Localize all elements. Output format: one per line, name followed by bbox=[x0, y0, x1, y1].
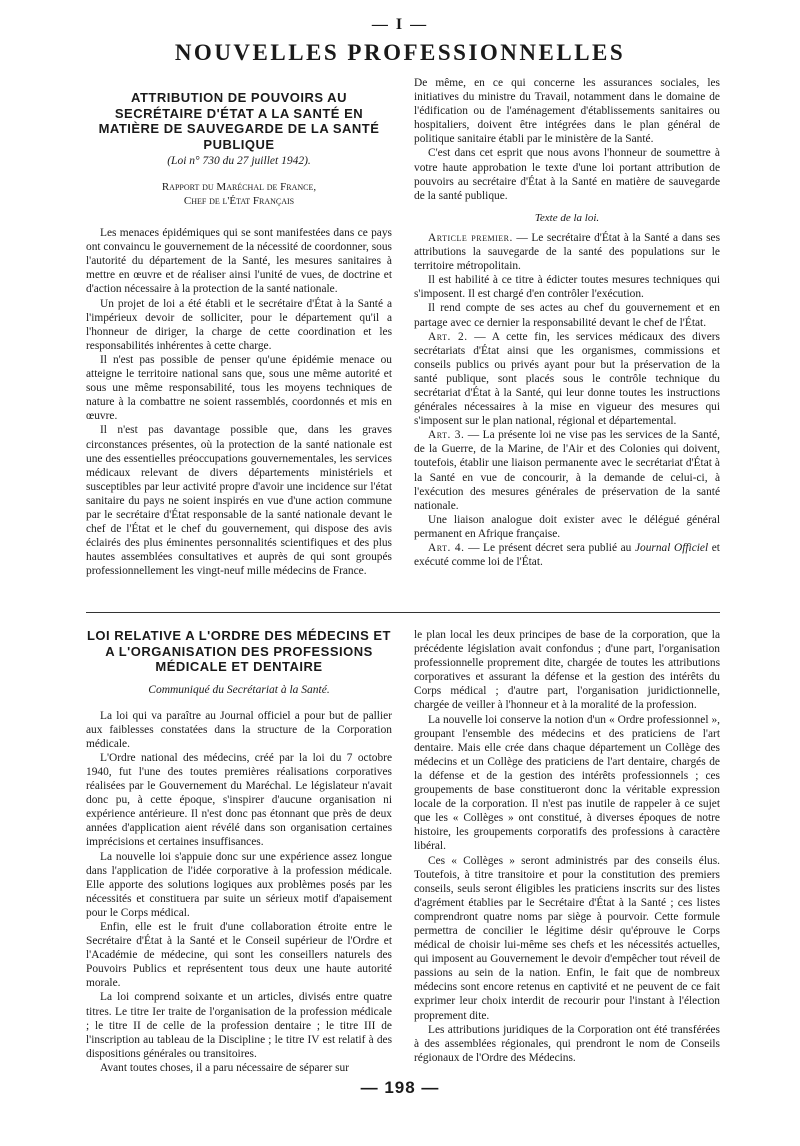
law-article bbox=[414, 330, 720, 429]
paragraph: Il n'est pas possible de penser qu'une épidémie menace ou atteigne le territoire national sans que, sous une même autorité et sous une même responsabilité, tous les moyens techniques de nature à la combattre ne soient rassemblés, coordonnés et mis en œuvre. bbox=[86, 353, 392, 423]
paragraph: La loi comprend soixante et un articles, divisés entre quatre titres. Le titre Ier traite de l'organisation de la profession médicale ; le titre II de celle de la profession dentaire ; le titre III de l'inscription au tableau de la Discipline ; le titre IV est relatif à des dispositions générales ou transitoires. bbox=[86, 991, 392, 1060]
law-article bbox=[414, 273, 720, 301]
article-label: Art. 2. bbox=[428, 330, 468, 343]
law-article bbox=[414, 231, 720, 273]
law-article bbox=[414, 513, 720, 541]
article1-right-column bbox=[414, 76, 720, 569]
paragraph: La loi qui va paraître au Journal officiel a pour but de pallier aux faiblesses constatées dans la structure de la Corporation médicale. bbox=[86, 709, 392, 750]
article2-communique: Communiqué du Secrétariat à la Santé. bbox=[148, 683, 330, 696]
article-text: — Le secrétaire d'État à la Santé a dans ses attributions la sauvegarde de la santé des populations sur le territoire métropolitain. bbox=[414, 231, 720, 273]
paragraph: L'Ordre national des médecins, créé par la loi du 7 octobre 1940, fut l'une des toutes premières réalisations corporatives réalisées par le Gouvernement du Maréchal. Le législateur n'avait donc pu, à cette époque, s'inspirer d'aucune organisation ni expérience antérieure. Il n'est donc pas étonnant que près de deux années d'application aient révélé dans son organisation certaines imprécisions et certaines insuffisances. bbox=[86, 751, 392, 849]
article-label: Art. 3. bbox=[428, 429, 465, 442]
paragraph: Les menaces épidémiques qui se sont manifestées dans ce pays ont convaincu le gouvernement de la nécessité de coordonner, sous l'autorité du département de la Santé, les mesures sanitaires à mettre en œuvre et de réaliser ainsi l'unité de vues, de doctrine et d'action nécessaire à la protection de la santé nationale. bbox=[86, 227, 392, 296]
article2-left-column bbox=[86, 628, 392, 1075]
section-divider bbox=[86, 612, 720, 613]
paragraph: Il n'est pas davantage possible que, dans les graves circonstances présentes, où la protection de la santé nationale est une des essentielles préoccupations gouvernementales, les services médicaux relevant de divers départements ministériels et susceptibles par leur activité propre d'avoir une incidence sur l'état sanitaire du pays ne soient inspirés en vue d'une action commune par le secrétaire d'État responsable de la santé nationale devant le chef de l'État et le chef du gouvernement, qui dispose des avis éclairés des plus éminentes personnalités scientifiques et des plus hautes assemblées consultatives et auprès de qui sont groupés professionnellement les vingt-neuf mille médecins de France. bbox=[86, 424, 392, 578]
article-label: Article premier. bbox=[428, 231, 513, 244]
texte-de-la-loi-heading: Texte de la loi. bbox=[534, 211, 600, 224]
report-line-1: Rapport du Maréchal de France, bbox=[161, 181, 317, 194]
report-line-2: Chef de l'État Français bbox=[183, 195, 295, 208]
article-text: — A cette fin, les services médicaux des divers secrétariats d'État ainsi que les organismes, commissions et conseils publics ou privés ayant pour but la préservation de la santé publique, sont placés sous le contrôle technique du secrétariat d'État à la Santé, qui leur donne toutes les instructions générales nécessaires à la mise en vigueur des mesures qui s'imposent sur le plan national, régional et départemental. bbox=[414, 330, 720, 428]
article1-subtitle: (Loi n° 730 du 27 juillet 1942). bbox=[167, 155, 311, 167]
paragraph: De même, en ce qui concerne les assurances sociales, les initiatives du ministre du Travail, notamment dans le domaine de l'édification ou de l'aménagement d'établissements sanitaires ou hospitaliers, doivent être intégrées dans le plan général de politique sanitaire établi par le ministère de la Santé. bbox=[414, 77, 720, 146]
law-article bbox=[414, 428, 720, 513]
article1-left-column bbox=[86, 90, 392, 578]
page-marker: — I — bbox=[371, 16, 429, 33]
paragraph: Avant toutes choses, il a paru nécessaire de séparer sur bbox=[100, 1061, 350, 1074]
law-article bbox=[414, 301, 720, 329]
paragraph: Un projet de loi a été établi et le secrétaire d'État à la Santé a l'impérieux devoir de solliciter, pour le département qu'il a l'honneur de diriger, la charge de cette coordination et les responsabilités inhérentes à cette charge. bbox=[86, 297, 392, 352]
article2-right-column bbox=[414, 628, 720, 1065]
journal-officiel: Journal Officiel bbox=[634, 542, 709, 554]
paragraph: La nouvelle loi conserve la notion d'un « Ordre professionnel », groupant l'ensemble des médecins et des praticiens de l'art dentaire. Mais elle crée dans chaque département un Collège des médecins et un Collège des praticiens de l'art dentaire, chargés de la défense et de la gestion des intérêts professionnels ; ces groupements de base constitueront donc la véritable expression locale de la corporation. Il n'est pas inutile de rappeler à ce sujet que les « Collèges » ont constitué, à diverses époques de notre histoire, les groupements corporatifs des professions à caractère libéral. bbox=[414, 713, 720, 853]
article-text: Une liaison analogue doit exister avec le délégué général permanent en Afrique française. bbox=[414, 513, 720, 540]
article-text: — La présente loi ne vise pas les services de la Santé, de la Guerre, de la Marine, de l'Air et des Colonies qui doivent, toutefois, établir une liaison permanente avec le secrétariat d'État à la Santé en vue de concourir, à la demande de celui-ci, à l'exécution des mesures générales de préservation de la santé nationale. bbox=[414, 429, 720, 512]
paragraph: Les attributions juridiques de la Corporation ont été transférées à des assemblées régionales, qui prendront le nom de Conseils régionaux de l'Ordre des Médecins. bbox=[414, 1023, 720, 1064]
paragraph: Ces « Collèges » seront administrés par des conseils élus. Toutefois, à titre transitoire et pour la constitution des premiers conseils, seuls seront éligibles les praticiens inscrits sur des listes d'agrément établies par le Secrétaire d'État à la Santé ; ces listes comprendront quatre noms par siège à pourvoir. Cette formule permettra de concilier le légitime désir qu'éprouve le Corps médical de choisir lui-même ses chefs et les nécessités actuelles, qui imposent au Gouvernement le devoir d'empêcher tout réveil de passions au sein de la nation. Enfin, le fait que de nombreux médecins sont encore retenus en captivité et ne peuvent de ce fait exprimer leur choix interdit de recourir pour l'instant à l'élection proprement dite. bbox=[414, 854, 720, 1022]
paragraph: le plan local les deux principes de base de la corporation, que la précédente législation avait confondus ; d'une part, l'organisation professionnelle proprement dite, chargée de toutes les attributions corporatives et assurant la défense et la gestion des intérêts du Corps médical ; d'autre part, l'organisation juridictionnelle, chargée de veiller à l'honneur et à la moralité de la profession. bbox=[414, 629, 720, 712]
article-text: — Le présent décret sera publié au bbox=[464, 542, 635, 554]
paragraph: Enfin, elle est le fruit d'une collaboration étroite entre le Secrétaire d'État à la Santé et le Conseil supérieur de l'Ordre et l'Académie de médecine, qui sont les conseillers naturels des Pouvoirs Publics et représentent tous deux une haute autorité morale. bbox=[86, 921, 392, 990]
paragraph: La nouvelle loi s'appuie donc sur une expérience assez longue dans l'application de l'idée corporative à la profession médicale. Elle apporte des solutions logiques aux problèmes posés par les nécessités et constituera par suite un sérieux motif d'apaisement pour le Corps médical. bbox=[86, 850, 392, 919]
article-label: Art. 4. bbox=[428, 542, 465, 554]
page-number: — 198 — bbox=[360, 1078, 440, 1097]
article-text: Il est habilité à ce titre à édicter toutes mesures techniques qui s'imposent. Il est chargé d'en contrôler l'exécution. bbox=[414, 274, 720, 301]
law-article-4 bbox=[414, 541, 720, 569]
article-text: Il rend compte de ses actes au chef du gouvernement et en partage avec ce dernier la responsabilité devant le chef de l'État. bbox=[414, 302, 720, 329]
article2-title: LOI RELATIVE A L'ORDRE DES MÉDECINS ET A L'ORGANISATION DES PROFESSIONS MÉDICALE ET DENTAIRE bbox=[86, 628, 392, 674]
section-title: NOUVELLES PROFESSIONNELLES bbox=[174, 40, 626, 65]
paragraph: C'est dans cet esprit que nous avons l'honneur de soumettre à votre haute approbation le texte d'une loi portant attribution de pouvoirs au secrétaire d'État à la Santé en matière de sauvegarde de la santé publique. bbox=[414, 147, 720, 202]
article-text: et exécuté comme loi de l'État. bbox=[414, 542, 720, 569]
article1-title: ATTRIBUTION DE POUVOIRS AU SECRÉTAIRE D'ÉTAT A LA SANTÉ EN MATIÈRE DE SAUVEGARDE DE LA SANTÉ PUBLIQUE bbox=[98, 90, 380, 152]
